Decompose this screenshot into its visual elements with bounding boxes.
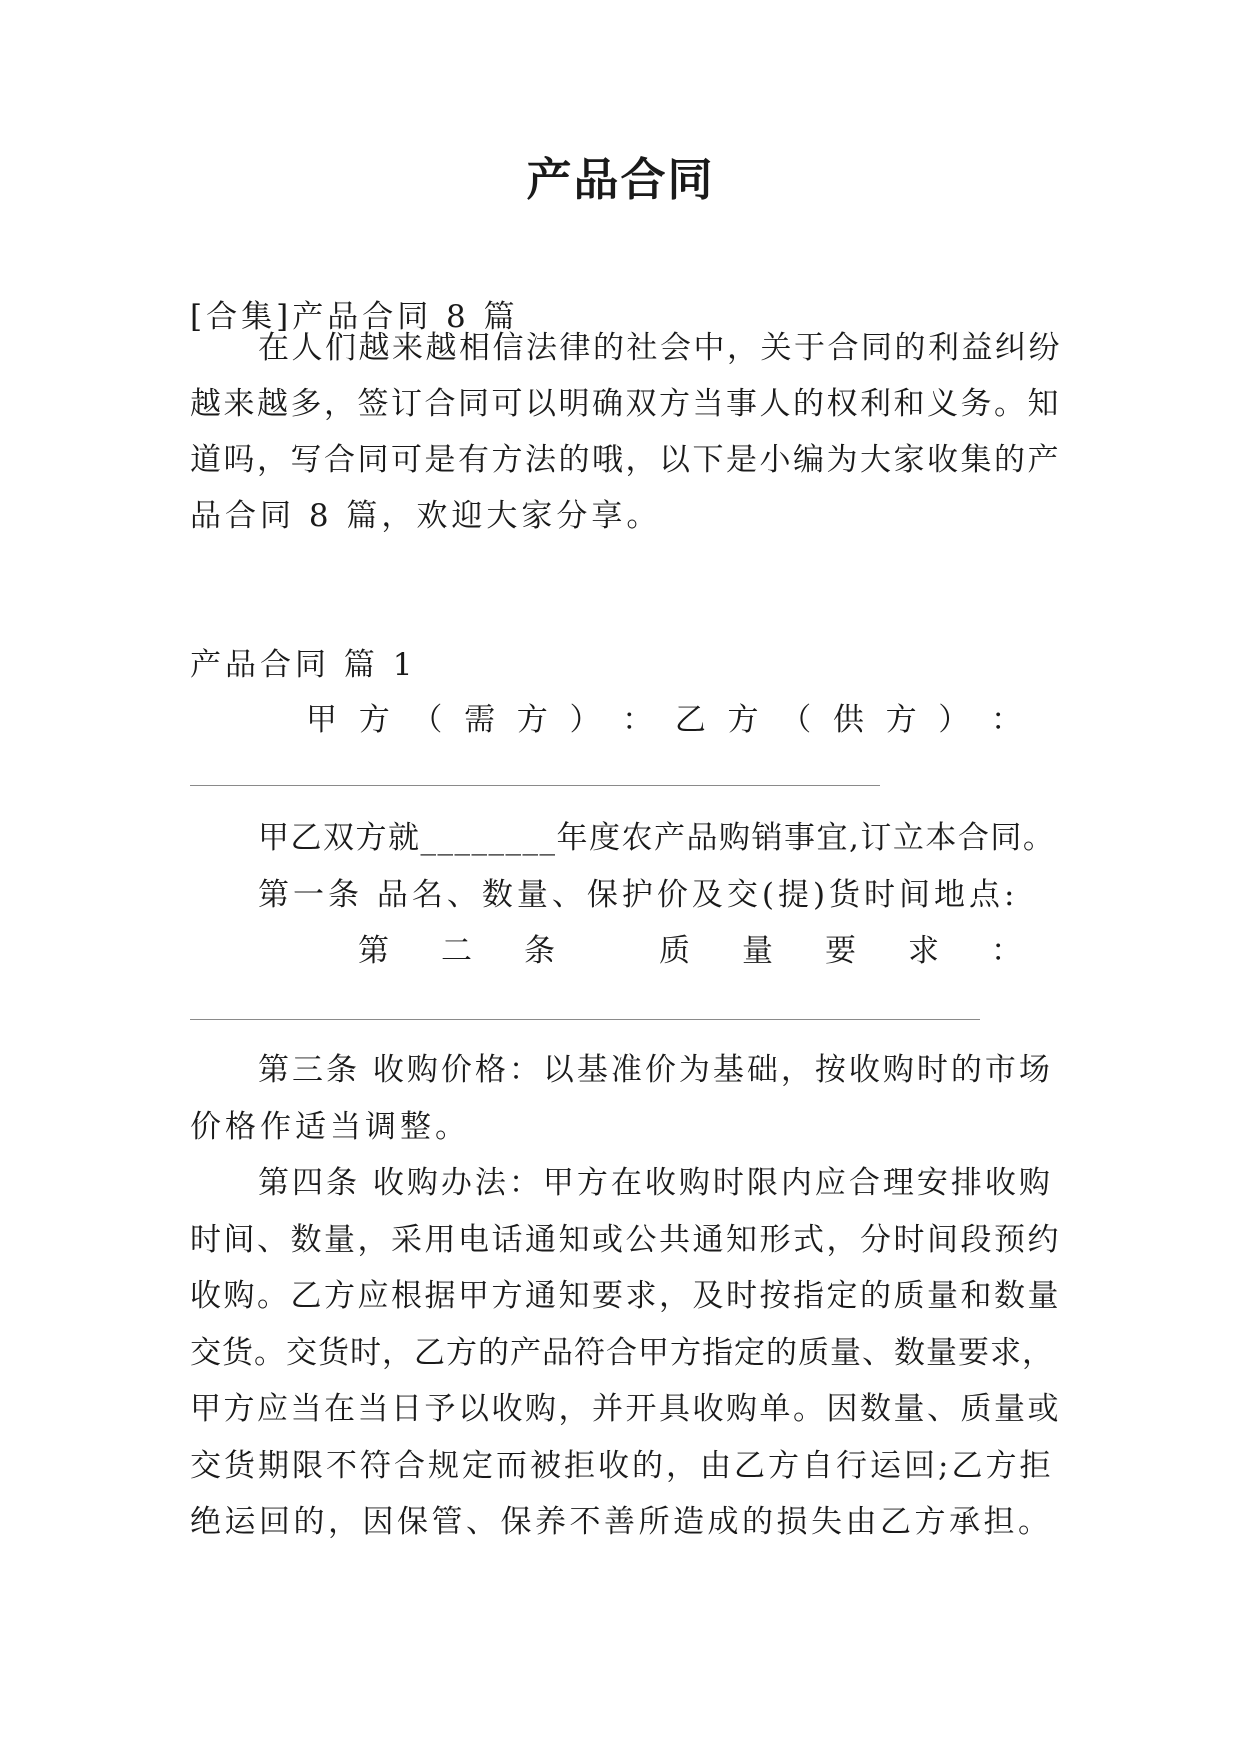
- clause-2-line: [358, 931, 1022, 971]
- parties-char: 供: [832, 702, 864, 738]
- intro-line-4: 品合同 8 篇，欢迎大家分享。: [190, 498, 662, 534]
- clause-3-line-2: 价格作适当调整。: [190, 1109, 470, 1145]
- document-title: 产品合同: [526, 153, 715, 206]
- parties-char: 乙: [674, 702, 706, 738]
- clause-2-char: 求: [908, 933, 939, 969]
- parties-char: （: [780, 702, 812, 738]
- clause-4-line-4: 交货。交货时，乙方的产品符合甲方指定的质量、数量要求，: [190, 1335, 1054, 1371]
- clause-4-line-6: 交货期限不符合规定而被拒收的，由乙方自行运回;乙方拒: [190, 1448, 1054, 1484]
- quality-blank-line: [190, 1019, 980, 1020]
- parties-char: 方: [727, 702, 759, 738]
- clause-intro: 甲乙双方就________年度农产品购销事宜,订立本合同。: [258, 820, 1056, 856]
- clause-2-char: 要: [825, 933, 856, 969]
- parties-char: 方: [358, 702, 390, 738]
- clause-2-char: 量: [742, 933, 773, 969]
- collection-heading: [合集]产品合同 8 篇: [190, 299, 519, 335]
- parties-char: 甲: [306, 702, 337, 738]
- clause-2-char: 二: [441, 933, 472, 969]
- clause-4-line-2: 时间、数量，采用电话通知或公共通知形式，分时间段预约: [190, 1222, 1061, 1258]
- clause-2-char: ：: [991, 933, 1022, 969]
- parties-char: 方: [885, 702, 917, 738]
- parties-char: ）: [569, 702, 601, 738]
- clause-4-line-7: 绝运回的，因保管、保养不善所造成的损失由乙方承担。: [190, 1504, 1053, 1540]
- parties-char: ：: [990, 702, 1022, 738]
- signature-blank-line: [190, 785, 880, 786]
- parties-char: 方: [516, 702, 548, 738]
- parties-char: ：: [622, 702, 654, 738]
- clause-1: 第一条 品名、数量、保护价及交(提)货时间地点:: [258, 877, 1019, 913]
- clause-2-char: 质: [659, 933, 690, 969]
- clause-4-line-1: 第四条 收购办法：甲方在收购时限内应合理安排收购: [258, 1165, 1053, 1201]
- parties-char: （: [411, 702, 443, 738]
- section-heading: 产品合同 篇 1: [190, 647, 417, 683]
- parties-char: 需: [464, 702, 496, 738]
- clause-3-line-1: 第三条 收购价格：以基准价为基础，按收购时的市场: [258, 1052, 1053, 1088]
- clause-2-char: 条: [524, 933, 555, 969]
- intro-line-2: 越来越多，签订合同可以明确双方当事人的权利和义务。知: [190, 386, 1061, 422]
- parties-char: ）: [938, 702, 970, 738]
- intro-line-3: 道吗，写合同可是有方法的哦，以下是小编为大家收集的产: [190, 442, 1061, 478]
- parties-line: [306, 700, 1022, 740]
- clause-2-char: 第: [358, 933, 389, 969]
- clause-4-line-5: 甲方应当在当日予以收购，并开具收购单。因数量、质量或: [190, 1391, 1061, 1427]
- clause-4-line-3: 收购。乙方应根据甲方通知要求，及时按指定的质量和数量: [190, 1278, 1061, 1314]
- intro-line-1: 在人们越来越相信法律的社会中，关于合同的利益纠纷: [258, 330, 1062, 366]
